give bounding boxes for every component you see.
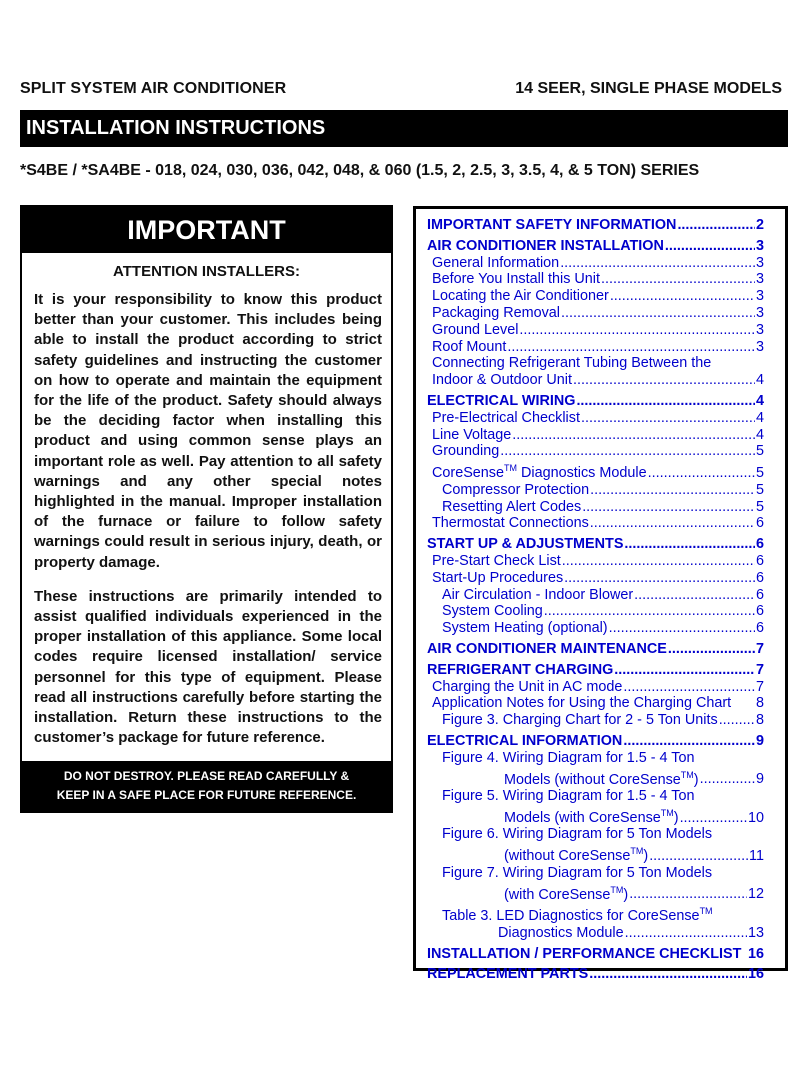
toc-item[interactable]: Compressor Protection ..... 5: [416, 482, 785, 499]
toc-item[interactable]: Pre-Start Check List ..... 6: [416, 553, 785, 570]
model-type: 14 SEER, SINGLE PHASE MODELS: [515, 80, 782, 97]
toc-item[interactable]: Thermostat Connections ..... 6: [416, 515, 785, 532]
toc-item[interactable]: Start-Up Procedures ..... 6: [416, 570, 785, 587]
toc-item[interactable]: Table 3. LED Diagnostics for CoreSense™: [442, 906, 713, 925]
toc-item[interactable]: ELECTRICAL WIRING ..... 4: [416, 393, 785, 410]
table-of-contents: [413, 206, 788, 983]
toc-item[interactable]: Line Voltage ..... 4: [416, 427, 785, 444]
toc-item[interactable]: Charging the Unit in AC mode ..... 7: [416, 679, 785, 696]
document-category: SPLIT SYSTEM AIR CONDITIONER: [20, 80, 287, 97]
toc-item[interactable]: Packaging Removal ..... 3: [416, 305, 785, 322]
important-footer: [22, 761, 391, 811]
toc-item[interactable]: Figure 7. Wiring Diagram for 5 Ton Models: [442, 864, 713, 881]
toc-item[interactable]: Figure 4. Wiring Diagram for 1.5 - 4 Ton: [442, 749, 695, 766]
important-box: [20, 205, 393, 813]
important-paragraph-2: These instructions are primarily intended to assist qualified individuals experienced in the proper installation of this appliance. Some local codes require licensed installation/ service personnel for this type of equipment. Please read all instructions carefully before starting the installation. Return these instructions to the customer’s package for future reference.: [34, 587, 382, 747]
toc-item[interactable]: AIR CONDITIONER MAINTENANCE ..... 7: [416, 641, 785, 658]
toc-item[interactable]: INSTALLATION / PERFORMANCE CHECKLIST 16: [427, 945, 764, 962]
document-title-bar: INSTALLATION INSTRUCTIONS: [20, 110, 788, 147]
toc-item[interactable]: General Information ..... 3: [416, 255, 785, 272]
toc-item[interactable]: Ground Level ..... 3: [416, 322, 785, 339]
toc-item[interactable]: System Cooling ..... 6: [416, 603, 785, 620]
important-paragraph-1: It is your responsibility to know this product better than your customer. This includes being able to install the product according to strict safety guidelines and instructing the customer on how to operate and maintain the equipment for the life of the product. Safety should always be the deciding factor when installing this product and using common sense plays an important role as well. Pay attention to all safety warnings and any other special notes highlighted in the manual. Improper installation of the furnace or failure to follow safety warnings could result in serious injury, death, or property damage.: [34, 291, 382, 571]
toc-item[interactable]: Application Notes for Using the Charging Chart 8: [432, 695, 764, 712]
toc-item[interactable]: Grounding ..... 5: [416, 443, 785, 460]
toc-item-continued[interactable]: Models (with CoreSense™) ..... 10: [416, 805, 785, 827]
toc-item[interactable]: REPLACEMENT PARTS ..... 16: [416, 966, 785, 983]
toc-item[interactable]: Air Circulation - Indoor Blower ..... 6: [416, 587, 785, 604]
toc-item[interactable]: Connecting Refrigerant Tubing Between the: [432, 355, 712, 372]
toc-item[interactable]: AIR CONDITIONER INSTALLATION ..... 3: [416, 238, 785, 255]
toc-item[interactable]: Resetting Alert Codes ..... 5: [416, 499, 785, 516]
important-footer-line-2: KEEP IN A SAFE PLACE FOR FUTURE REFERENCE.: [56, 788, 357, 802]
toc-item[interactable]: IMPORTANT SAFETY INFORMATION ..... 2: [416, 217, 785, 234]
toc-item-continued[interactable]: Models (without CoreSense™) ..... 9: [416, 767, 785, 789]
toc-item[interactable]: Figure 3. Charging Chart for 2 - 5 Ton Units ..... 8: [416, 712, 785, 729]
toc-item[interactable]: REFRIGERANT CHARGING ..... 7: [416, 662, 785, 679]
toc-item-continued[interactable]: Diagnostics Module ..... 13: [416, 925, 785, 942]
toc-item[interactable]: Figure 6. Wiring Diagram for 5 Ton Models: [442, 826, 713, 843]
toc-item-continued[interactable]: Indoor & Outdoor Unit ..... 4: [416, 372, 785, 389]
toc-item-continued[interactable]: (without CoreSense™) ..... 11: [416, 843, 785, 865]
toc-item[interactable]: Figure 5. Wiring Diagram for 1.5 - 4 Ton: [442, 788, 695, 805]
toc-item-continued[interactable]: (with CoreSense™) ..... 12: [416, 882, 785, 904]
toc-item[interactable]: ELECTRICAL INFORMATION ..... 9: [416, 733, 785, 750]
toc-item[interactable]: Before You Install this Unit ..... 3: [416, 271, 785, 288]
important-subtitle: ATTENTION INSTALLERS:: [113, 263, 300, 280]
toc-item[interactable]: CoreSense™ Diagnostics Module ..... 5: [416, 460, 785, 482]
model-series: *S4BE / *SA4BE - 018, 024, 030, 036, 042, 048, & 060 (1.5, 2, 2.5, 3, 3.5, 4, & 5 TON) SERIES: [20, 162, 700, 179]
toc-item[interactable]: System Heating (optional) ..... 6: [416, 620, 785, 637]
important-title: IMPORTANT: [22, 207, 391, 253]
toc-item[interactable]: START UP & ADJUSTMENTS ..... 6: [416, 536, 785, 553]
important-footer-line-1: DO NOT DESTROY. PLEASE READ CAREFULLY &: [63, 769, 350, 783]
toc-item[interactable]: Locating the Air Conditioner ..... 3: [416, 288, 785, 305]
toc-item[interactable]: Roof Mount ..... 3: [416, 339, 785, 356]
toc-item[interactable]: Pre-Electrical Checklist ..... 4: [416, 410, 785, 427]
